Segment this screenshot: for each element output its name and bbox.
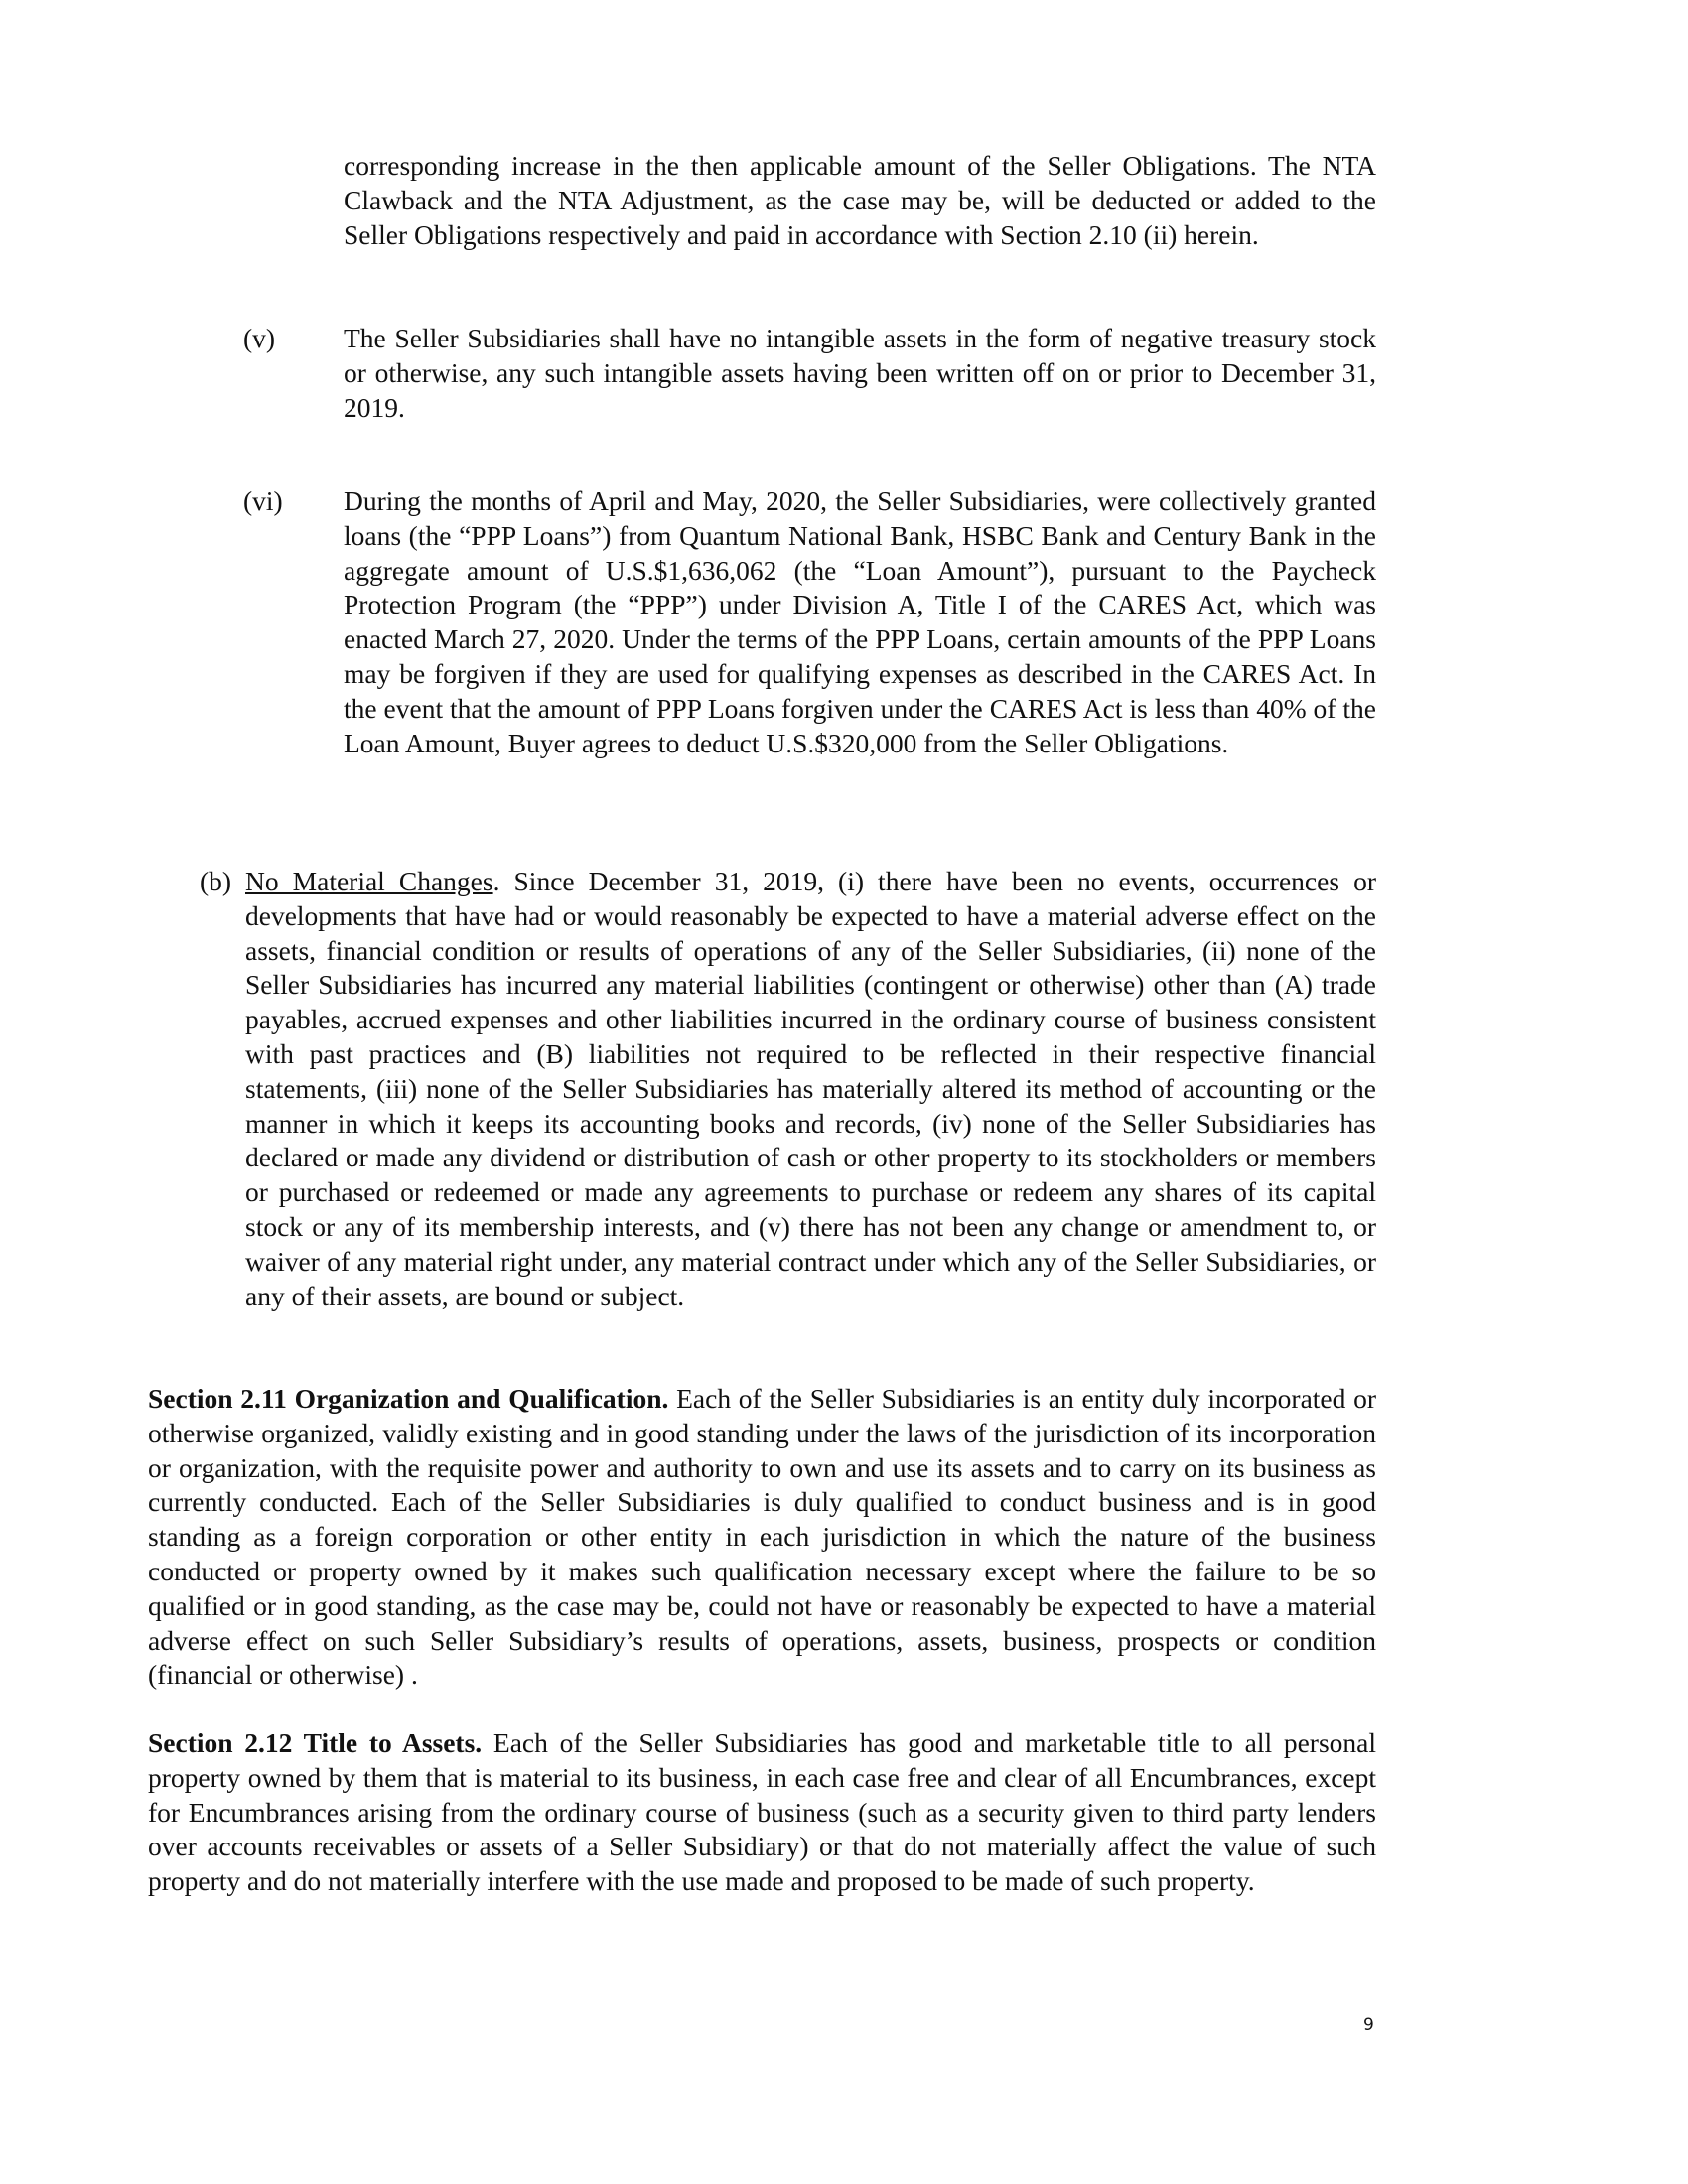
section-2-11-text: Each of the Seller Subsidiaries is an entity duly incorporated or otherwise organized, validly existing and in good standing under the laws of the jurisdiction of its incorporation or organization, with the requisite power and authority to own and use its assets and to carry on its business as currently conducted. Each of the Seller Subsidiaries is duly qualified to conduct business and is in good standing as a foreign corporation or other entity in each jurisdiction in which the nature of the business conducted or property owned by it makes such qualification necessary except where the failure to be so qualified or in good standing, as the case may be, could not have or reasonably be expected to have a material adverse effect on such Seller Subsidiary’s results of operations, assets, business, prospects or condition (financial or otherwise) . [148,1383,1377,1691]
subsection-b-text: . Since December 31, 2019, (i) there have been no events, occurrences or developments that have had or would reasonably be expected to have a material adverse effect on the assets, financial condition or results of operations of any of the Seller Subsidiaries, (ii) none of the Seller Subsidiaries has incurred any material liabilities (contingent or otherwise) other than (A) trade payables, accrued expenses and other liabilities incurred in the ordinary course of business consistent with past practices and (B) liabilities not required to be reflected in their respective financial statements, (iii) none of the Seller Subsidiaries has materially altered its method of accounting or the manner in which it keeps its accounting books and records, (iv) none of the Seller Subsidiaries has declared or made any dividend or distribution of cash or other property to its stockholders or members or purchased or redeemed or made any agreements to purchase or redeem any shares of its capital stock or any of its membership interests, and (v) there has not been any change or amendment to, or waiver of any material right under, any material contract under which any of the Seller Subsidiaries, or any of their assets, are bound or subject. [245,866,1376,1311]
item-text-vi: During the months of April and May, 2020, the Seller Subsidiaries, were collectively granted loans (the “PPP Loans”) from Quantum National Bank, HSBC Bank and Century Bank in the aggregate amount of U.S.$1,636,062 (the “Loan Amount”), pursuant to the Paycheck Protection Program (the “PPP”) under Division A, Title I of the CARES Act, which was enacted March 27, 2020. Under the terms of the PPP Loans, certain amounts of the PPP Loans may be forgiven if they are used for qualifying expenses as described in the CARES Act. In the event that the amount of PPP Loans forgiven under the CARES Act is less than 40% of the Loan Amount, Buyer agrees to deduct U.S.$320,000 from the Seller Obligations. [344,485,1376,758]
subsection-b-label: (b) [200,866,232,896]
section-2-11 [148,1382,1376,1693]
page-number: 9 [1363,2015,1374,2035]
subsection-b-paragraph [245,865,1376,1313]
item-text-v: The Seller Subsidiaries shall have no intangible assets in the form of negative treasury stock or otherwise, any such intangible assets having been written off on or prior to December 31, 2019. [344,323,1376,423]
section-2-11-heading: Section 2.11 Organization and Qualification. [148,1383,669,1414]
item-label-v: (v) [243,323,276,353]
continuation-paragraph: corresponding increase in the then applicable amount of the Seller Obligations. The NTA Clawback and the NTA Adjustment, as the case may be, will be deducted or added to the Seller Obligations respectively and paid in accordance with Section 2.10 (ii) herein. [344,150,1376,250]
subsection-b-heading: No Material Changes [245,866,493,896]
section-2-12 [148,1726,1376,1899]
section-2-12-heading: Section 2.12 Title to Assets. [148,1727,483,1758]
section-2-12-text: Each of the Seller Subsidiaries has good and marketable title to all personal property owned by them that is material to its business, in each case free and clear of all Encumbrances, except for Encumbrances arising from the ordinary course of business (such as a security given to third party lenders over accounts receivables or assets of a Seller Subsidiary) or that do not materially affect the value of such property and do not materially interfere with the use made and proposed to be made of such property. [148,1727,1376,1897]
item-label-vi: (vi) [243,485,283,516]
